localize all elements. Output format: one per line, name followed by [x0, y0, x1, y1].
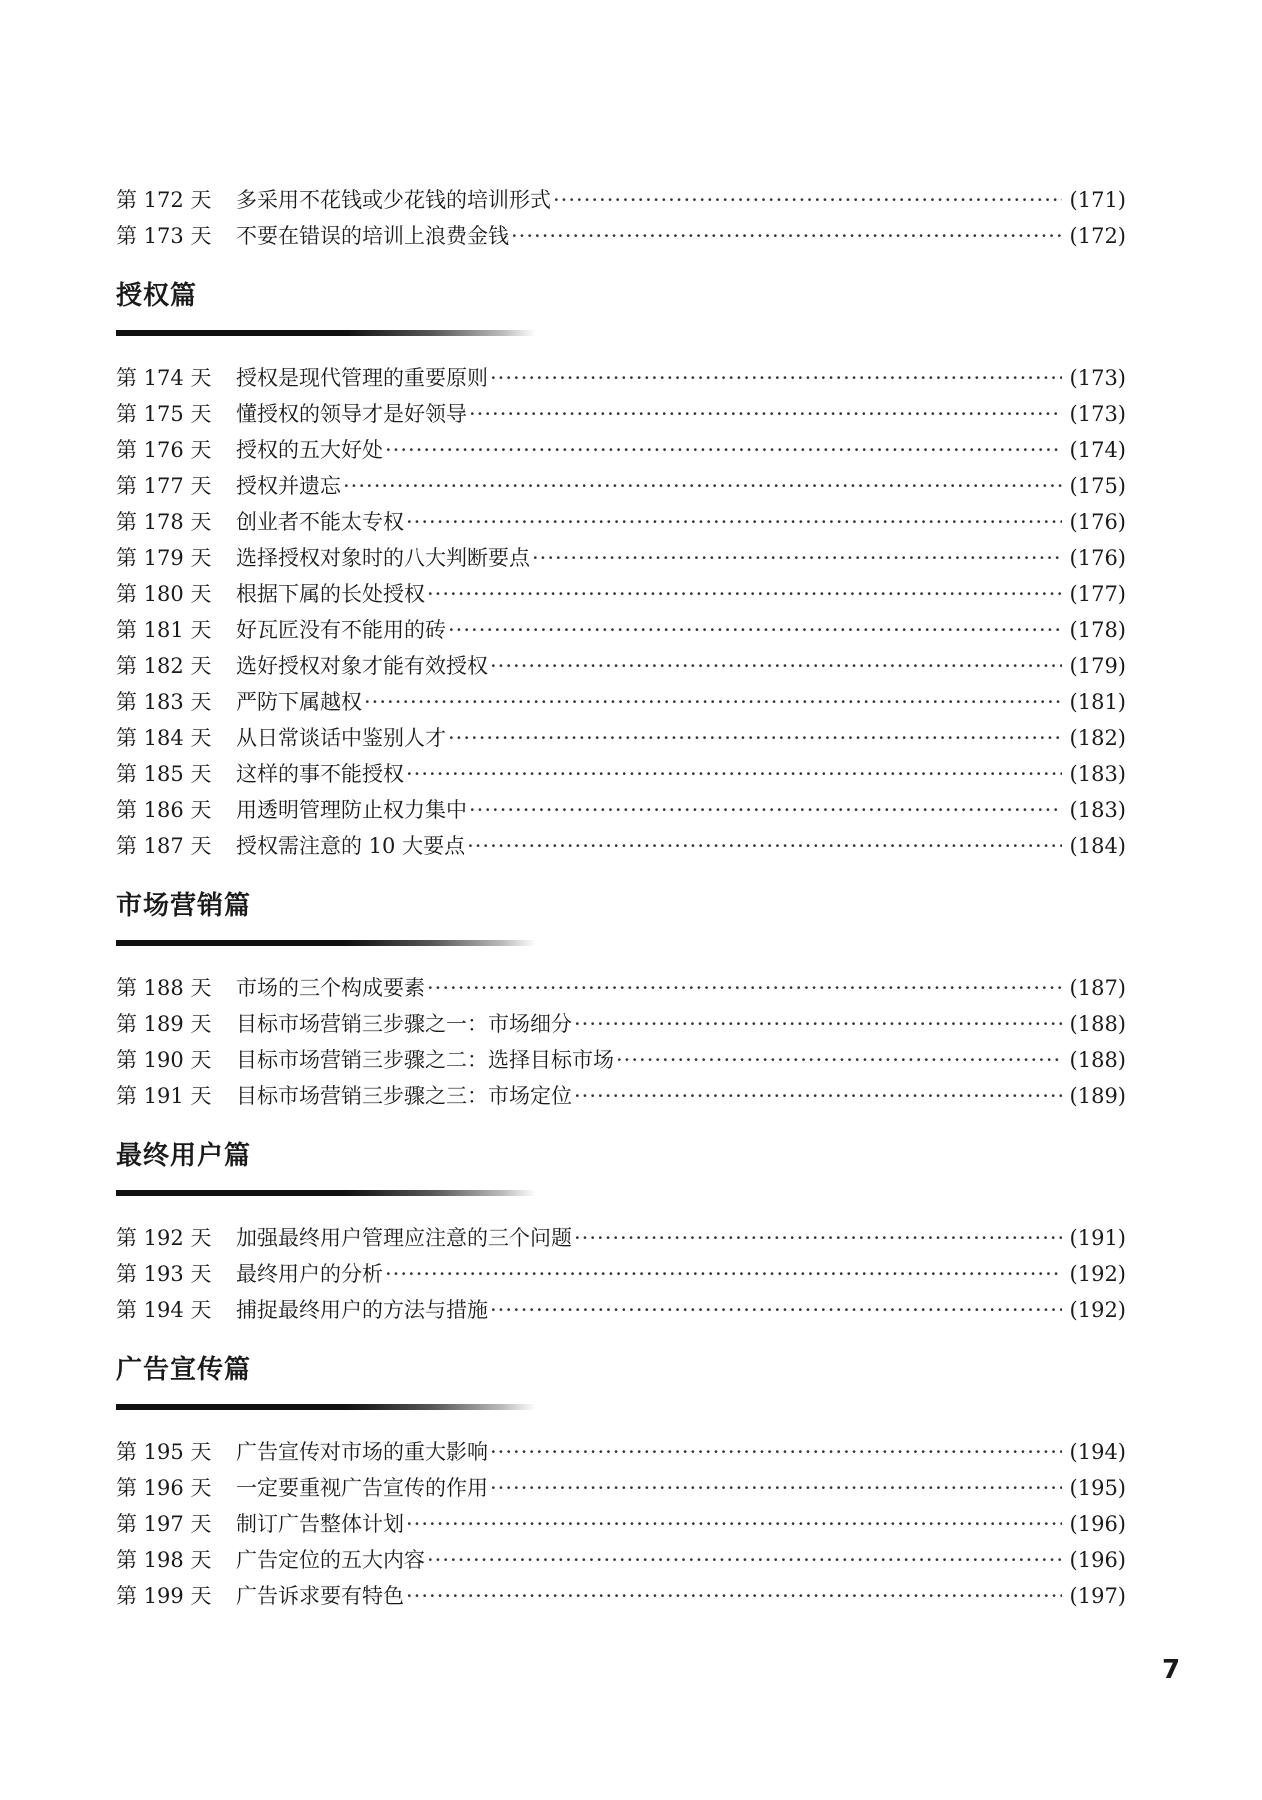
toc-entry-page: (189) — [1069, 1084, 1126, 1108]
toc-entry-day: 第 197 天 — [116, 1512, 212, 1536]
toc-entry-page: (197) — [1069, 1584, 1126, 1608]
toc-entry-day: 第 184 天 — [116, 726, 212, 750]
dot-leader — [406, 756, 1062, 792]
toc-entry[interactable] — [116, 792, 1126, 828]
toc-entry-day: 第 195 天 — [116, 1440, 212, 1464]
toc-entry[interactable] — [116, 1470, 1126, 1506]
toc-entry-title: 广告诉求要有特色 — [236, 1584, 404, 1608]
toc-entry[interactable] — [116, 1434, 1126, 1470]
section-title: 广告宣传篇 — [116, 1355, 252, 1385]
toc-entry-title: 懂授权的领导才是好领导 — [236, 402, 467, 426]
toc-entry-title: 最终用户的分析 — [236, 1262, 383, 1286]
section-entries-advertising — [116, 1434, 1126, 1614]
toc-entry-page: (176) — [1069, 510, 1126, 534]
toc-entry[interactable] — [116, 1042, 1126, 1078]
toc-entry-day: 第 177 天 — [116, 474, 212, 498]
toc-entry-title: 一定要重视广告宣传的作用 — [236, 1476, 488, 1500]
toc-entry[interactable] — [116, 504, 1126, 540]
section-divider — [116, 1190, 536, 1196]
toc-entry-page: (176) — [1069, 546, 1126, 570]
toc-entry-day: 第 187 天 — [116, 834, 212, 858]
toc-entry-page: (196) — [1069, 1548, 1126, 1572]
toc-entry-day: 第 199 天 — [116, 1584, 212, 1608]
toc-entry[interactable] — [116, 540, 1126, 576]
toc-entry-page: (175) — [1069, 474, 1126, 498]
toc-entry-day: 第 180 天 — [116, 582, 212, 606]
dot-leader — [406, 1578, 1062, 1614]
toc-entry-page: (191) — [1069, 1226, 1126, 1250]
toc-entry-title: 市场的三个构成要素 — [236, 976, 425, 1000]
section-title: 市场营销篇 — [116, 891, 252, 921]
toc-entry-day: 第 172 天 — [116, 188, 212, 212]
toc-entry-title: 授权并遗忘 — [236, 474, 341, 498]
toc-entry-page: (172) — [1069, 224, 1126, 248]
toc-entry-page: (178) — [1069, 618, 1126, 642]
dot-leader — [448, 720, 1062, 756]
toc-entry-title: 多采用不花钱或少花钱的培训形式 — [236, 188, 551, 212]
toc-entry-page: (183) — [1069, 762, 1126, 786]
toc-entry-page: (182) — [1069, 726, 1126, 750]
toc-entry[interactable] — [116, 182, 1126, 218]
toc-entry[interactable] — [116, 970, 1126, 1006]
toc-entry[interactable] — [116, 1542, 1126, 1578]
section-header-authorization — [116, 276, 1126, 336]
section-divider — [116, 1404, 536, 1410]
toc-entry[interactable] — [116, 684, 1126, 720]
toc-entry-title: 加强最终用户管理应注意的三个问题 — [236, 1226, 572, 1250]
section-header-marketing — [116, 886, 1126, 946]
toc-entry[interactable] — [116, 612, 1126, 648]
toc-entry[interactable] — [116, 756, 1126, 792]
toc-entry-day: 第 179 天 — [116, 546, 212, 570]
toc-entry-title: 选择授权对象时的八大判断要点 — [236, 546, 530, 570]
dot-leader — [467, 828, 1061, 864]
toc-entry-page: (194) — [1069, 1440, 1126, 1464]
toc-entry-title: 创业者不能太专权 — [236, 510, 404, 534]
toc-entry[interactable] — [116, 432, 1126, 468]
toc-entry-title: 选好授权对象才能有效授权 — [236, 654, 488, 678]
dot-leader — [532, 540, 1062, 576]
toc-entry[interactable] — [116, 468, 1126, 504]
toc-entry[interactable] — [116, 360, 1126, 396]
dot-leader — [406, 504, 1062, 540]
toc-entry-page: (188) — [1069, 1048, 1126, 1072]
toc-entry[interactable] — [116, 828, 1126, 864]
dot-leader — [469, 792, 1062, 828]
toc-entry-day: 第 174 天 — [116, 366, 212, 390]
toc-entry-title: 广告宣传对市场的重大影响 — [236, 1440, 488, 1464]
toc-entry-title: 授权的五大好处 — [236, 438, 383, 462]
toc-entry-title: 授权需注意的 10 大要点 — [236, 834, 466, 858]
toc-entry-title: 授权是现代管理的重要原则 — [236, 366, 488, 390]
toc-entry-page: (195) — [1069, 1476, 1126, 1500]
toc-entry-title: 根据下属的长处授权 — [236, 582, 425, 606]
toc-entry-day: 第 181 天 — [116, 618, 212, 642]
dot-leader — [490, 1434, 1062, 1470]
dot-leader — [406, 1506, 1062, 1542]
toc-entry[interactable] — [116, 1006, 1126, 1042]
dot-leader — [427, 1542, 1062, 1578]
toc-entry[interactable] — [116, 218, 1126, 254]
dot-leader — [427, 970, 1062, 1006]
dot-leader — [511, 218, 1062, 254]
toc-entry-title: 制订广告整体计划 — [236, 1512, 404, 1536]
dot-leader — [574, 1006, 1062, 1042]
page-number: 7 — [1162, 1655, 1181, 1685]
table-of-contents — [116, 182, 1126, 1614]
toc-entry-page: (179) — [1069, 654, 1126, 678]
toc-entry-page: (171) — [1069, 188, 1126, 212]
toc-entry-day: 第 194 天 — [116, 1298, 212, 1322]
dot-leader — [553, 182, 1062, 218]
toc-entry-day: 第 198 天 — [116, 1548, 212, 1572]
toc-entry-page: (181) — [1069, 690, 1126, 714]
toc-entry-page: (192) — [1069, 1262, 1126, 1286]
toc-entry-day: 第 189 天 — [116, 1012, 212, 1036]
toc-entry-day: 第 173 天 — [116, 224, 212, 248]
section-header-end-users — [116, 1136, 1126, 1196]
toc-entry-day: 第 191 天 — [116, 1084, 212, 1108]
toc-entry-day: 第 193 天 — [116, 1262, 212, 1286]
dot-leader — [385, 432, 1062, 468]
section-title: 最终用户篇 — [116, 1141, 252, 1171]
toc-entry[interactable] — [116, 648, 1126, 684]
dot-leader — [385, 1256, 1062, 1292]
toc-entry[interactable] — [116, 1506, 1126, 1542]
section-entries-authorization — [116, 360, 1126, 864]
toc-entry-page: (173) — [1069, 366, 1126, 390]
toc-entry-day: 第 175 天 — [116, 402, 212, 426]
toc-entry-day: 第 185 天 — [116, 762, 212, 786]
toc-entry-day: 第 183 天 — [116, 690, 212, 714]
toc-entry[interactable] — [116, 1292, 1126, 1328]
toc-entry-page: (188) — [1069, 1012, 1126, 1036]
dot-leader — [490, 1292, 1062, 1328]
section-divider — [116, 330, 536, 336]
toc-entry-page: (183) — [1069, 798, 1126, 822]
toc-entry-day: 第 190 天 — [116, 1048, 212, 1072]
section-entries-marketing — [116, 970, 1126, 1114]
dot-leader — [427, 576, 1062, 612]
toc-entry-page: (177) — [1069, 582, 1126, 606]
dot-leader — [574, 1078, 1062, 1114]
toc-entry[interactable] — [116, 1220, 1126, 1256]
dot-leader — [616, 1042, 1062, 1078]
toc-entry[interactable] — [116, 396, 1126, 432]
toc-entry-title: 捕捉最终用户的方法与措施 — [236, 1298, 488, 1322]
toc-entry-title: 广告定位的五大内容 — [236, 1548, 425, 1572]
toc-entry-day: 第 182 天 — [116, 654, 212, 678]
toc-entry[interactable] — [116, 720, 1126, 756]
toc-entry-page: (184) — [1069, 834, 1126, 858]
toc-entry[interactable] — [116, 1256, 1126, 1292]
toc-entry[interactable] — [116, 1578, 1126, 1614]
toc-entry-title: 不要在错误的培训上浪费金钱 — [236, 224, 509, 248]
dot-leader — [448, 612, 1062, 648]
toc-entry-day: 第 186 天 — [116, 798, 212, 822]
toc-top-entries — [116, 182, 1126, 254]
toc-entry-title: 目标市场营销三步骤之二：选择目标市场 — [236, 1048, 614, 1072]
toc-entry-title: 目标市场营销三步骤之一：市场细分 — [236, 1012, 572, 1036]
dot-leader — [490, 648, 1062, 684]
section-title: 授权篇 — [116, 281, 198, 311]
toc-entry-page: (174) — [1069, 438, 1126, 462]
toc-entry-title: 从日常谈话中鉴别人才 — [236, 726, 446, 750]
toc-entry-title: 目标市场营销三步骤之三：市场定位 — [236, 1084, 572, 1108]
dot-leader — [490, 360, 1062, 396]
toc-entry-day: 第 196 天 — [116, 1476, 212, 1500]
toc-entry-page: (173) — [1069, 402, 1126, 426]
toc-entry-day: 第 192 天 — [116, 1226, 212, 1250]
toc-entry[interactable] — [116, 576, 1126, 612]
section-header-advertising — [116, 1350, 1126, 1410]
toc-entry-title: 用透明管理防止权力集中 — [236, 798, 467, 822]
dot-leader — [490, 1470, 1062, 1506]
toc-entry-day: 第 176 天 — [116, 438, 212, 462]
toc-entry-page: (187) — [1069, 976, 1126, 1000]
toc-entry-title: 这样的事不能授权 — [236, 762, 404, 786]
dot-leader — [364, 684, 1062, 720]
dot-leader — [343, 468, 1062, 504]
toc-entry-title: 好瓦匠没有不能用的砖 — [236, 618, 446, 642]
toc-entry[interactable] — [116, 1078, 1126, 1114]
toc-entry-page: (196) — [1069, 1512, 1126, 1536]
dot-leader — [574, 1220, 1062, 1256]
toc-entry-title: 严防下属越权 — [236, 690, 362, 714]
toc-entry-day: 第 178 天 — [116, 510, 212, 534]
section-entries-end-users — [116, 1220, 1126, 1328]
dot-leader — [469, 396, 1062, 432]
toc-entry-day: 第 188 天 — [116, 976, 212, 1000]
toc-entry-page: (192) — [1069, 1298, 1126, 1322]
section-divider — [116, 940, 536, 946]
